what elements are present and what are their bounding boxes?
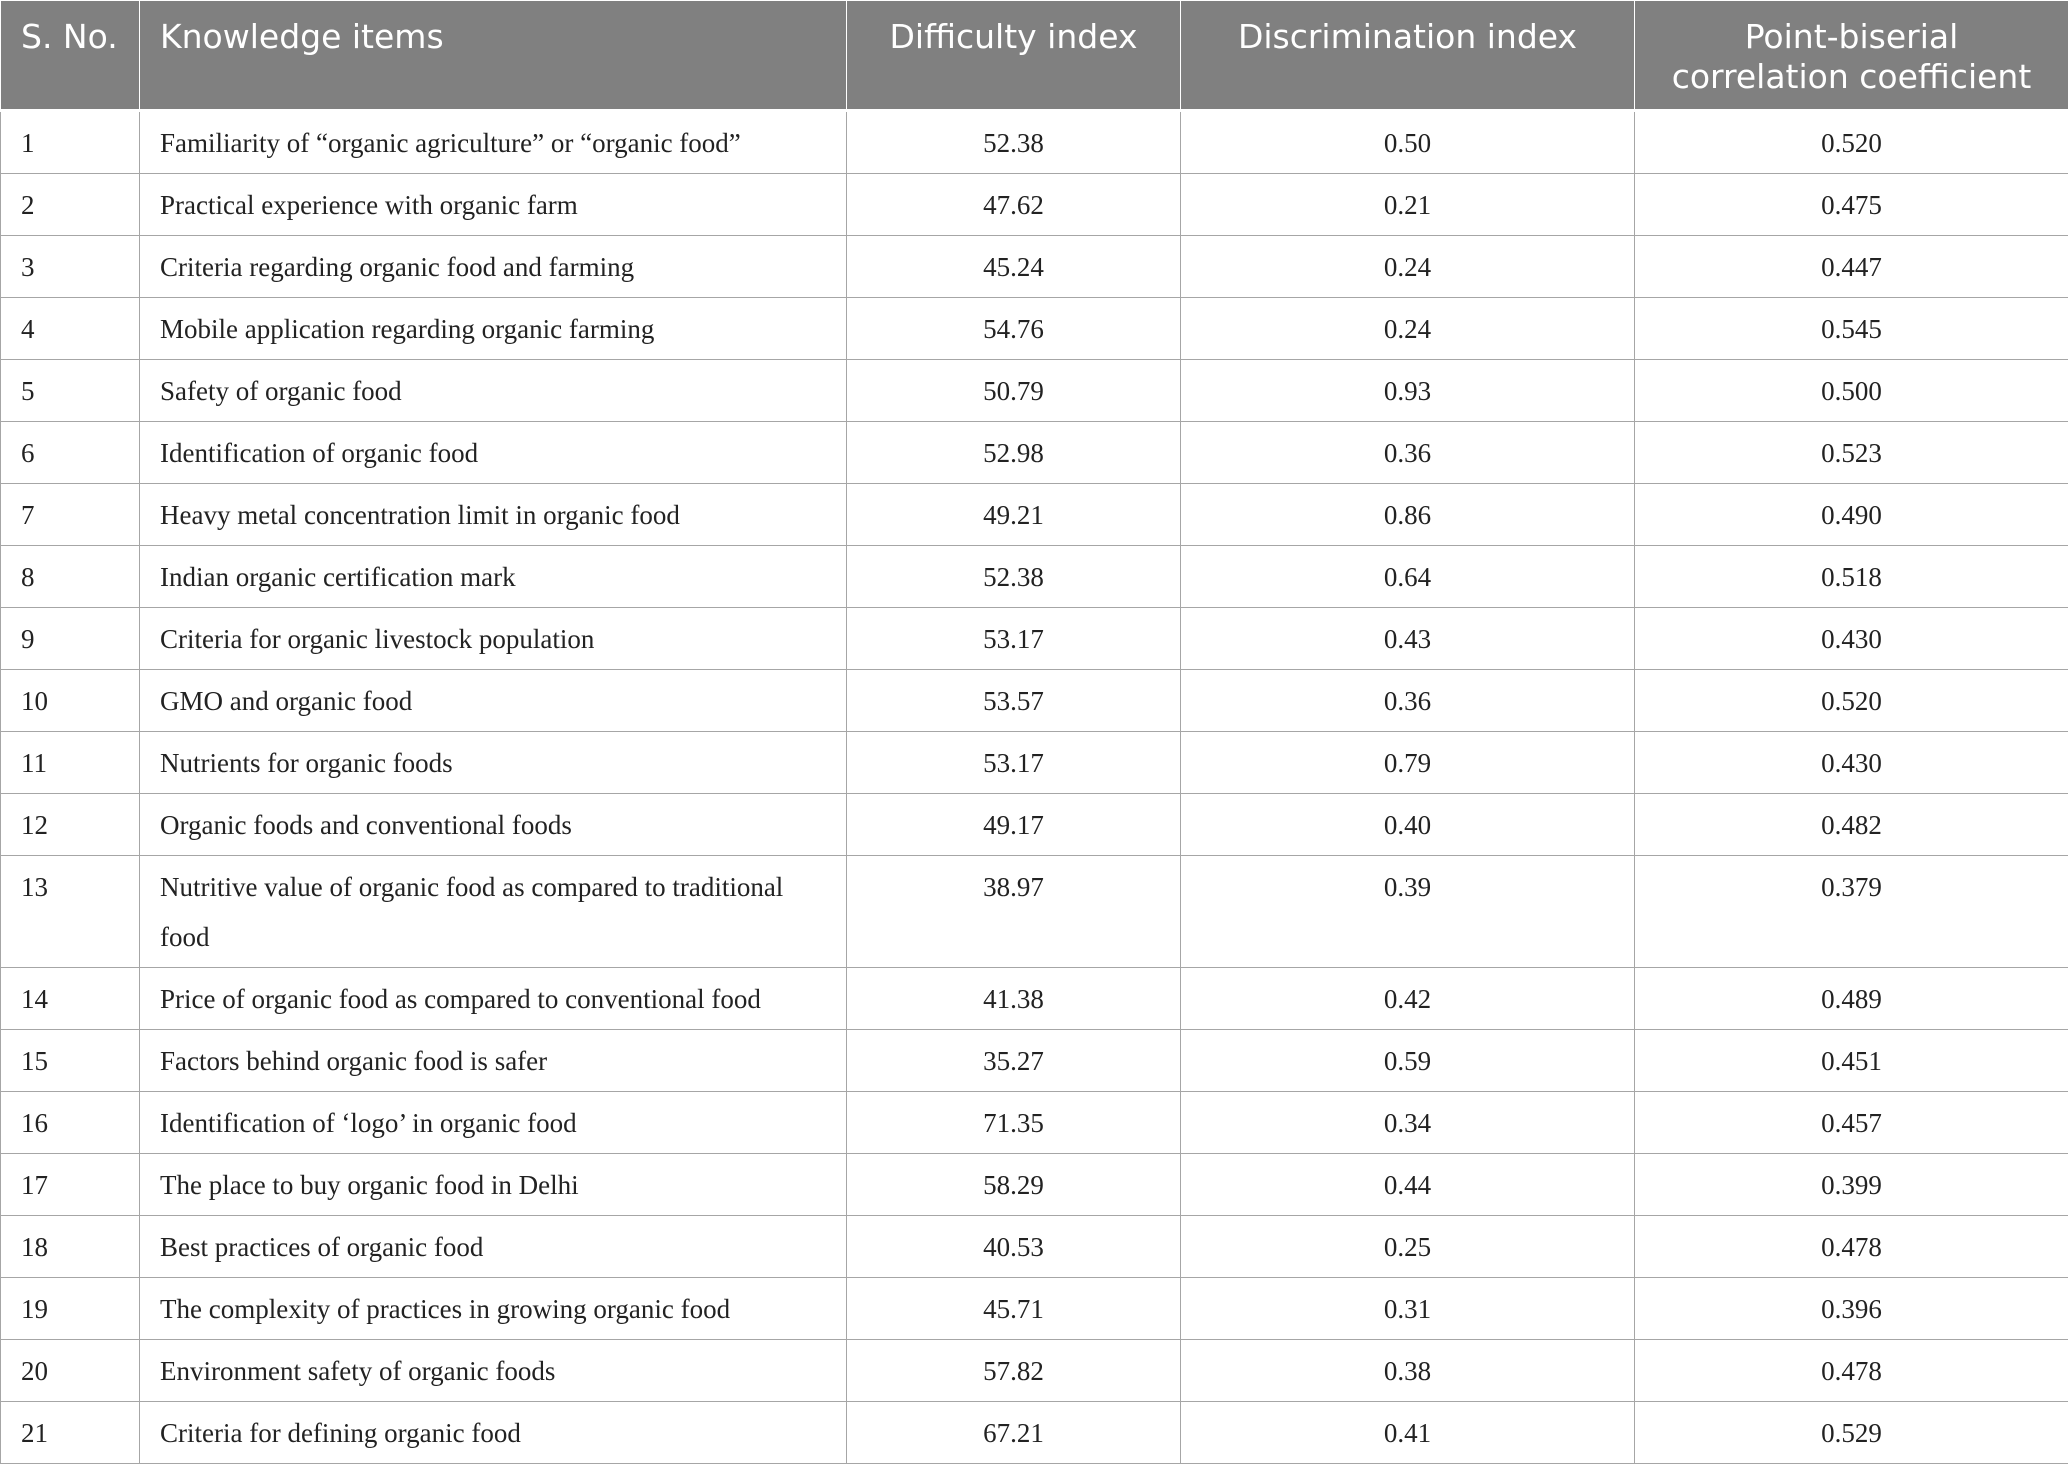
table-row <box>1 732 2068 794</box>
table-body <box>1 111 2068 1464</box>
cell-sno: 8 <box>1 546 140 608</box>
cell-difficulty-index: 52.38 <box>847 546 1181 608</box>
cell-discrimination-index: 0.31 <box>1181 1278 1635 1340</box>
cell-point-biserial: 0.478 <box>1635 1340 2068 1402</box>
header-difficulty-index: Difficulty index <box>847 1 1181 111</box>
table-row <box>1 1340 2068 1402</box>
cell-difficulty-index: 52.98 <box>847 422 1181 484</box>
cell-discrimination-index: 0.93 <box>1181 360 1635 422</box>
cell-point-biserial: 0.447 <box>1635 236 2068 298</box>
table-row <box>1 360 2068 422</box>
cell-discrimination-index: 0.64 <box>1181 546 1635 608</box>
cell-discrimination-index: 0.34 <box>1181 1092 1635 1154</box>
table-row <box>1 1030 2068 1092</box>
cell-sno: 17 <box>1 1154 140 1216</box>
table-row <box>1 968 2068 1030</box>
header-point-biserial: Point-biserial correlation coefficient <box>1635 1 2068 111</box>
header-sno: S. No. <box>1 1 140 111</box>
cell-sno: 10 <box>1 670 140 732</box>
cell-point-biserial: 0.520 <box>1635 670 2068 732</box>
cell-sno: 14 <box>1 968 140 1030</box>
cell-knowledge-item: GMO and organic food <box>140 670 847 732</box>
cell-point-biserial: 0.478 <box>1635 1216 2068 1278</box>
cell-knowledge-item: The place to buy organic food in Delhi <box>140 1154 847 1216</box>
cell-difficulty-index: 54.76 <box>847 298 1181 360</box>
cell-discrimination-index: 0.41 <box>1181 1402 1635 1464</box>
cell-difficulty-index: 57.82 <box>847 1340 1181 1402</box>
cell-sno: 15 <box>1 1030 140 1092</box>
cell-knowledge-item: Environment safety of organic foods <box>140 1340 847 1402</box>
cell-knowledge-item: Price of organic food as compared to conventional food <box>140 968 847 1030</box>
cell-knowledge-item: Mobile application regarding organic farming <box>140 298 847 360</box>
cell-discrimination-index: 0.38 <box>1181 1340 1635 1402</box>
cell-knowledge-item: Nutritive value of organic food as compared to traditional food <box>140 856 847 968</box>
cell-difficulty-index: 49.21 <box>847 484 1181 546</box>
cell-knowledge-item: Organic foods and conventional foods <box>140 794 847 856</box>
table-row <box>1 1092 2068 1154</box>
cell-knowledge-item: Best practices of organic food <box>140 1216 847 1278</box>
cell-difficulty-index: 38.97 <box>847 856 1181 968</box>
table-row <box>1 856 2068 968</box>
cell-sno: 13 <box>1 856 140 968</box>
cell-sno: 3 <box>1 236 140 298</box>
table-row <box>1 422 2068 484</box>
cell-knowledge-item: Practical experience with organic farm <box>140 174 847 236</box>
cell-difficulty-index: 45.24 <box>847 236 1181 298</box>
cell-difficulty-index: 53.17 <box>847 732 1181 794</box>
table-row <box>1 298 2068 360</box>
cell-sno: 4 <box>1 298 140 360</box>
cell-sno: 5 <box>1 360 140 422</box>
cell-point-biserial: 0.518 <box>1635 546 2068 608</box>
cell-point-biserial: 0.520 <box>1635 111 2068 174</box>
cell-point-biserial: 0.457 <box>1635 1092 2068 1154</box>
cell-point-biserial: 0.430 <box>1635 732 2068 794</box>
cell-difficulty-index: 53.57 <box>847 670 1181 732</box>
cell-point-biserial: 0.396 <box>1635 1278 2068 1340</box>
cell-sno: 7 <box>1 484 140 546</box>
cell-knowledge-item: Criteria for organic livestock population <box>140 608 847 670</box>
cell-difficulty-index: 50.79 <box>847 360 1181 422</box>
cell-point-biserial: 0.430 <box>1635 608 2068 670</box>
table-row <box>1 174 2068 236</box>
table-row <box>1 111 2068 174</box>
cell-sno: 2 <box>1 174 140 236</box>
cell-difficulty-index: 45.71 <box>847 1278 1181 1340</box>
cell-discrimination-index: 0.86 <box>1181 484 1635 546</box>
cell-difficulty-index: 67.21 <box>847 1402 1181 1464</box>
table-row <box>1 1278 2068 1340</box>
cell-point-biserial: 0.475 <box>1635 174 2068 236</box>
cell-point-biserial: 0.489 <box>1635 968 2068 1030</box>
cell-difficulty-index: 40.53 <box>847 1216 1181 1278</box>
cell-knowledge-item: Indian organic certification mark <box>140 546 847 608</box>
cell-discrimination-index: 0.24 <box>1181 298 1635 360</box>
cell-knowledge-item: Criteria for defining organic food <box>140 1402 847 1464</box>
cell-point-biserial: 0.523 <box>1635 422 2068 484</box>
cell-discrimination-index: 0.50 <box>1181 111 1635 174</box>
cell-discrimination-index: 0.42 <box>1181 968 1635 1030</box>
table-row <box>1 794 2068 856</box>
cell-discrimination-index: 0.36 <box>1181 670 1635 732</box>
table-row <box>1 1216 2068 1278</box>
cell-point-biserial: 0.545 <box>1635 298 2068 360</box>
cell-difficulty-index: 35.27 <box>847 1030 1181 1092</box>
cell-difficulty-index: 41.38 <box>847 968 1181 1030</box>
table-row <box>1 546 2068 608</box>
cell-difficulty-index: 53.17 <box>847 608 1181 670</box>
cell-discrimination-index: 0.39 <box>1181 856 1635 968</box>
cell-knowledge-item: Safety of organic food <box>140 360 847 422</box>
cell-knowledge-item: Identification of organic food <box>140 422 847 484</box>
cell-difficulty-index: 49.17 <box>847 794 1181 856</box>
cell-sno: 20 <box>1 1340 140 1402</box>
header-row <box>1 1 2068 111</box>
cell-difficulty-index: 52.38 <box>847 111 1181 174</box>
cell-difficulty-index: 47.62 <box>847 174 1181 236</box>
cell-discrimination-index: 0.44 <box>1181 1154 1635 1216</box>
cell-sno: 19 <box>1 1278 140 1340</box>
cell-knowledge-item: Heavy metal concentration limit in organic food <box>140 484 847 546</box>
cell-sno: 21 <box>1 1402 140 1464</box>
cell-point-biserial: 0.451 <box>1635 1030 2068 1092</box>
cell-sno: 9 <box>1 608 140 670</box>
cell-discrimination-index: 0.59 <box>1181 1030 1635 1092</box>
cell-point-biserial: 0.529 <box>1635 1402 2068 1464</box>
cell-knowledge-item: Nutrients for organic foods <box>140 732 847 794</box>
table-row <box>1 1402 2068 1464</box>
cell-point-biserial: 0.399 <box>1635 1154 2068 1216</box>
cell-point-biserial: 0.490 <box>1635 484 2068 546</box>
cell-knowledge-item: Familiarity of “organic agriculture” or “organic food” <box>140 111 847 174</box>
cell-sno: 11 <box>1 732 140 794</box>
header-discrimination-index: Discrimination index <box>1181 1 1635 111</box>
cell-point-biserial: 0.379 <box>1635 856 2068 968</box>
cell-difficulty-index: 58.29 <box>847 1154 1181 1216</box>
cell-sno: 12 <box>1 794 140 856</box>
cell-sno: 1 <box>1 111 140 174</box>
table-row <box>1 608 2068 670</box>
cell-discrimination-index: 0.24 <box>1181 236 1635 298</box>
cell-discrimination-index: 0.79 <box>1181 732 1635 794</box>
cell-sno: 16 <box>1 1092 140 1154</box>
cell-knowledge-item: Criteria regarding organic food and farming <box>140 236 847 298</box>
cell-sno: 18 <box>1 1216 140 1278</box>
cell-discrimination-index: 0.40 <box>1181 794 1635 856</box>
table-header <box>1 1 2068 111</box>
cell-discrimination-index: 0.43 <box>1181 608 1635 670</box>
cell-knowledge-item: Identification of ‘logo’ in organic food <box>140 1092 847 1154</box>
table-row <box>1 484 2068 546</box>
cell-discrimination-index: 0.36 <box>1181 422 1635 484</box>
cell-point-biserial: 0.482 <box>1635 794 2068 856</box>
cell-discrimination-index: 0.25 <box>1181 1216 1635 1278</box>
header-knowledge-items: Knowledge items <box>140 1 847 111</box>
cell-knowledge-item: The complexity of practices in growing organic food <box>140 1278 847 1340</box>
cell-point-biserial: 0.500 <box>1635 360 2068 422</box>
cell-difficulty-index: 71.35 <box>847 1092 1181 1154</box>
cell-knowledge-item: Factors behind organic food is safer <box>140 1030 847 1092</box>
table-row <box>1 236 2068 298</box>
cell-sno: 6 <box>1 422 140 484</box>
cell-discrimination-index: 0.21 <box>1181 174 1635 236</box>
table-row <box>1 670 2068 732</box>
table-row <box>1 1154 2068 1216</box>
